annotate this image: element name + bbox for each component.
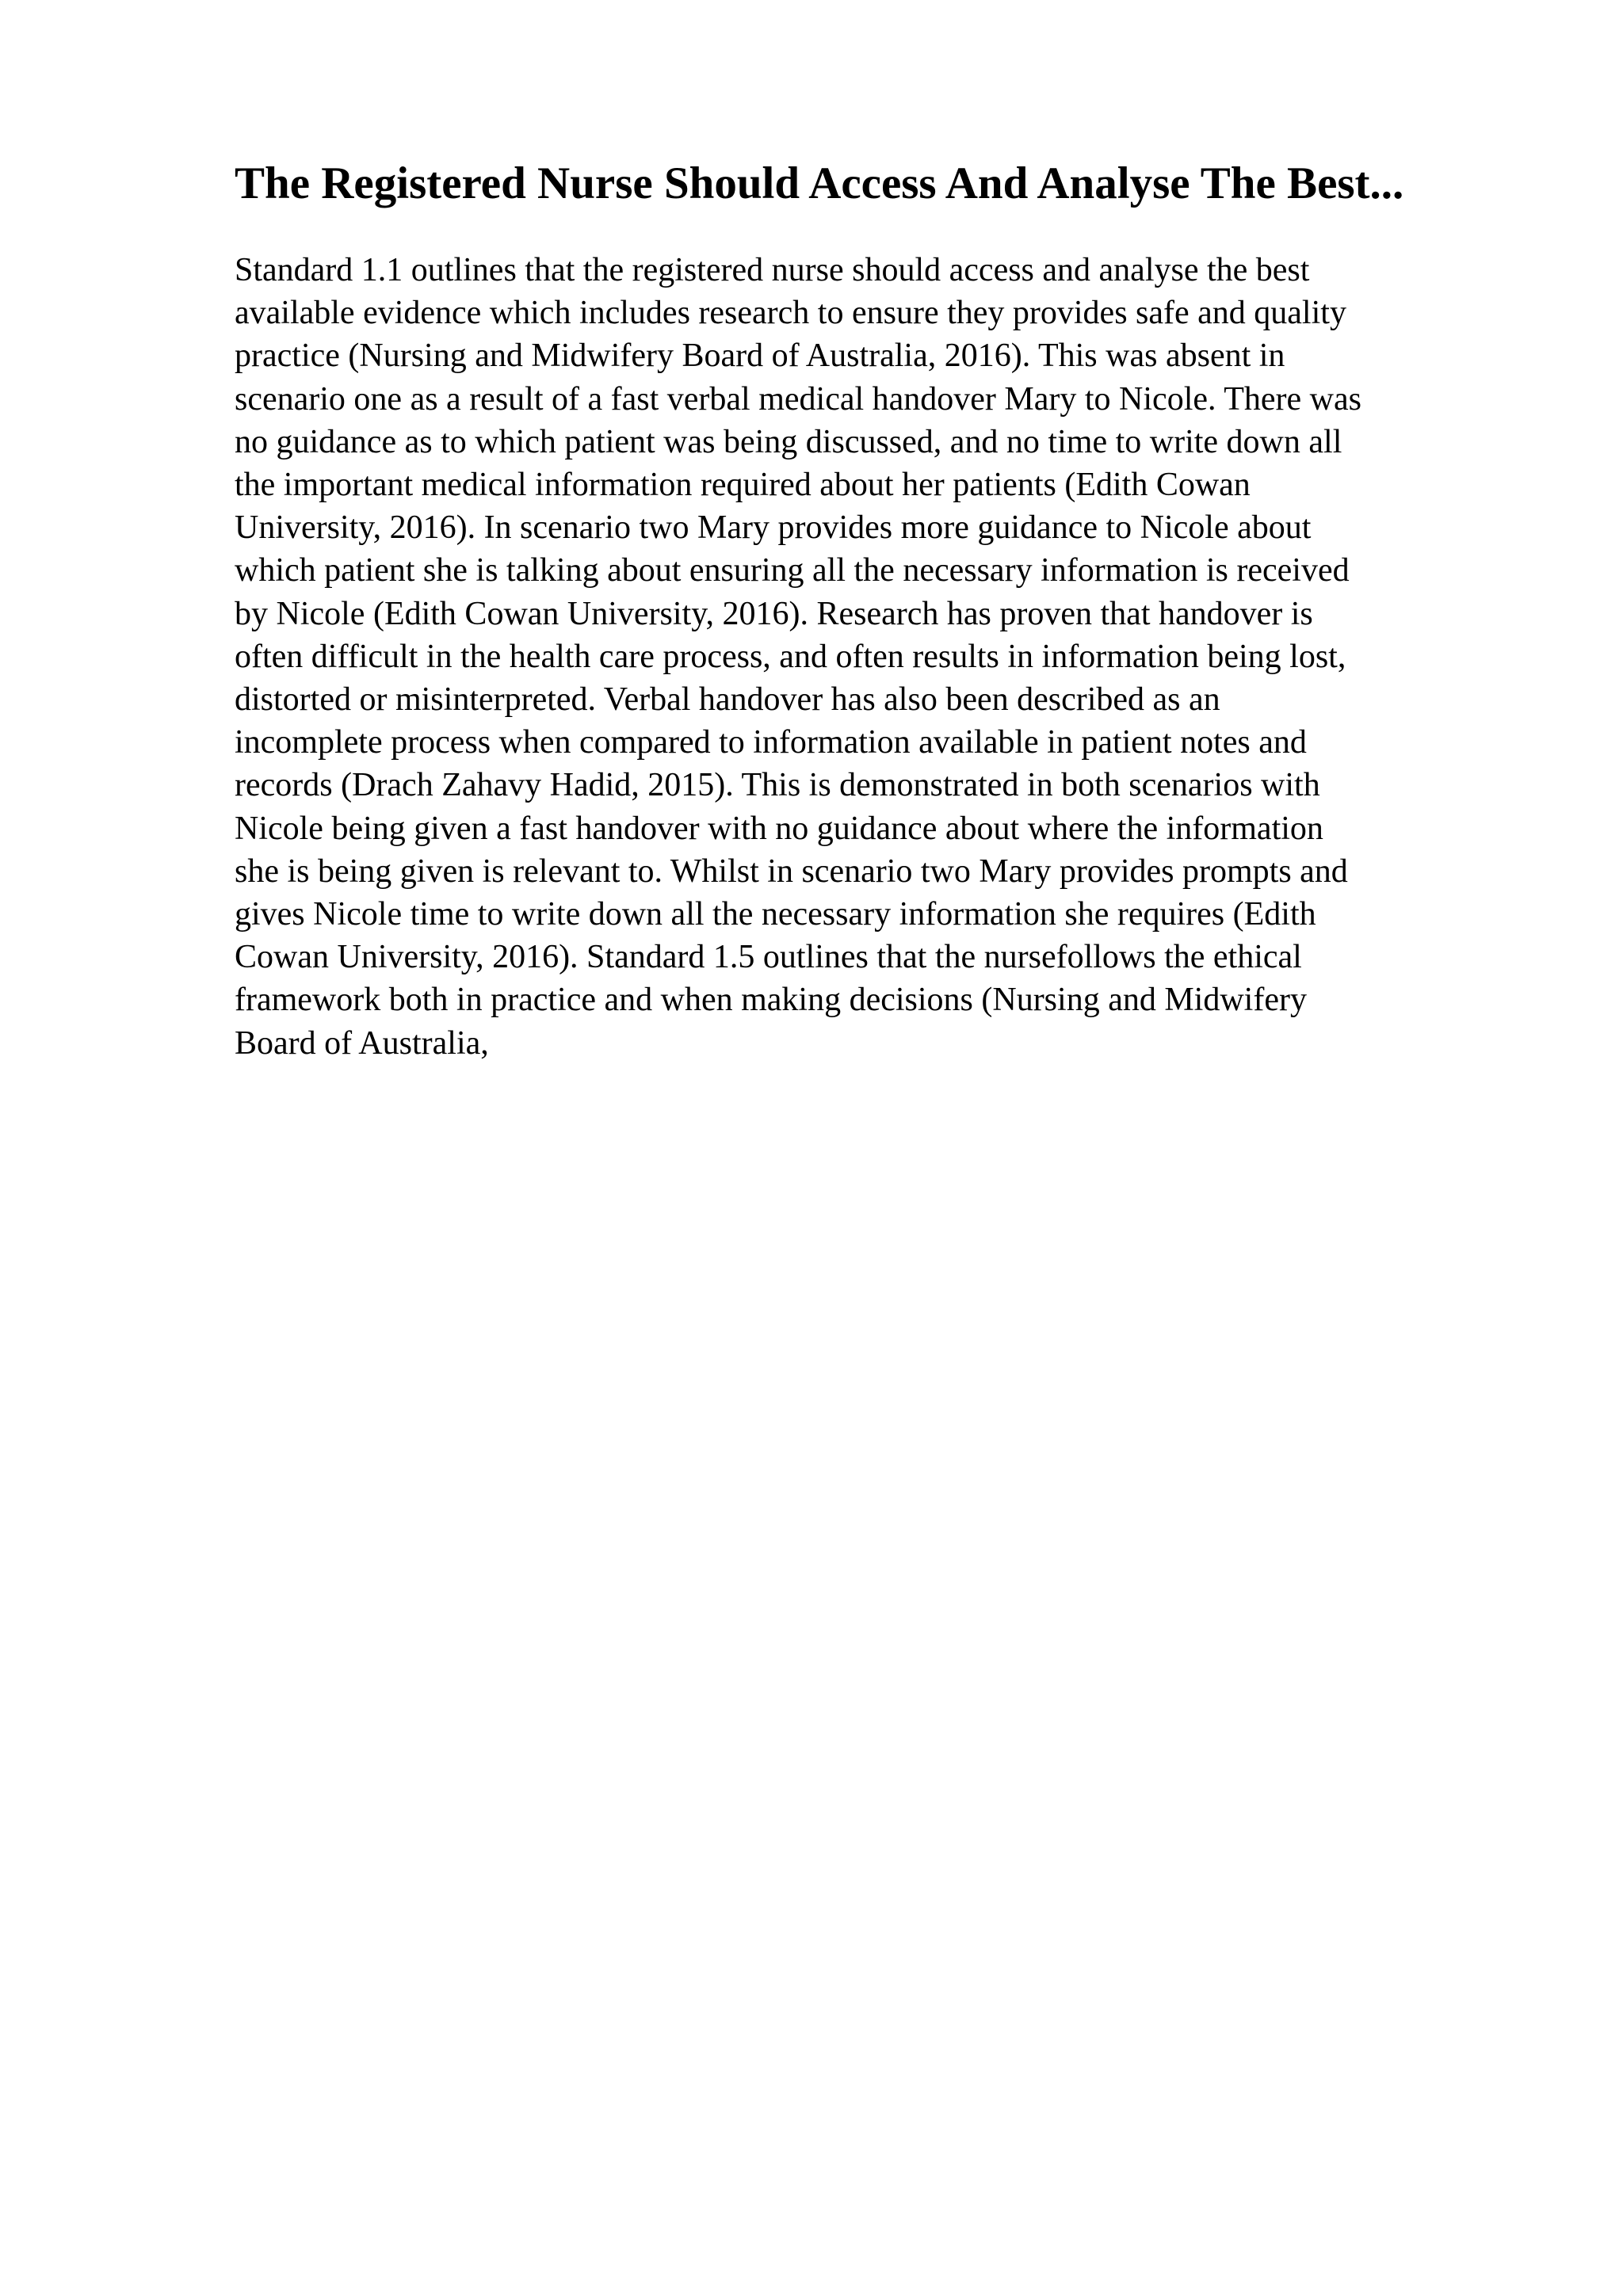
body-line: distorted or misinterpreted. Verbal handover has also been described as an	[235, 681, 1220, 719]
document-body	[235, 249, 1503, 1065]
document-title: The Registered Nurse Should Access And Analyse The Best...	[235, 158, 1404, 208]
body-line: by Nicole (Edith Cowan University, 2016). Research has proven that handover is	[235, 595, 1313, 632]
body-line: available evidence which includes research to ensure they provides safe and quality	[235, 295, 1346, 332]
body-line: the important medical information required about her patients (Edith Cowan	[235, 467, 1251, 504]
body-line: she is being given is relevant to. Whilst in scenario two Mary provides prompts and	[235, 852, 1348, 890]
body-line: University, 2016). In scenario two Mary provides more guidance to Nicole about	[235, 509, 1312, 547]
body-line: which patient she is talking about ensuring all the necessary information is received	[235, 552, 1350, 589]
body-line: no guidance as to which patient was being discussed, and no time to write down all	[235, 423, 1342, 460]
body-line: practice (Nursing and Midwifery Board of Australia, 2016). This was absent in	[235, 338, 1285, 375]
body-line: Board of Australia,	[235, 1024, 489, 1062]
body-line: gives Nicole time to write down all the necessary information she requires (Edith	[235, 896, 1316, 933]
body-line: Nicole being given a fast handover with no guidance about where the information	[235, 810, 1323, 847]
body-line: Cowan University, 2016). Standard 1.5 outlines that the nursefollows the ethical	[235, 939, 1302, 976]
body-line: records (Drach Zahavy Hadid, 2015). This is demonstrated in both scenarios with	[235, 767, 1320, 804]
body-line: often difficult in the health care process, and often results in information being lost,	[235, 638, 1346, 675]
body-line: incomplete process when compared to information available in patient notes and	[235, 724, 1307, 761]
body-line: framework both in practice and when making decisions (Nursing and Midwifery	[235, 982, 1307, 1019]
body-line: Standard 1.1 outlines that the registered nurse should access and analyse the best	[235, 252, 1310, 288]
body-line: scenario one as a result of a fast verbal medical handover Mary to Nicole. There was	[235, 380, 1361, 418]
